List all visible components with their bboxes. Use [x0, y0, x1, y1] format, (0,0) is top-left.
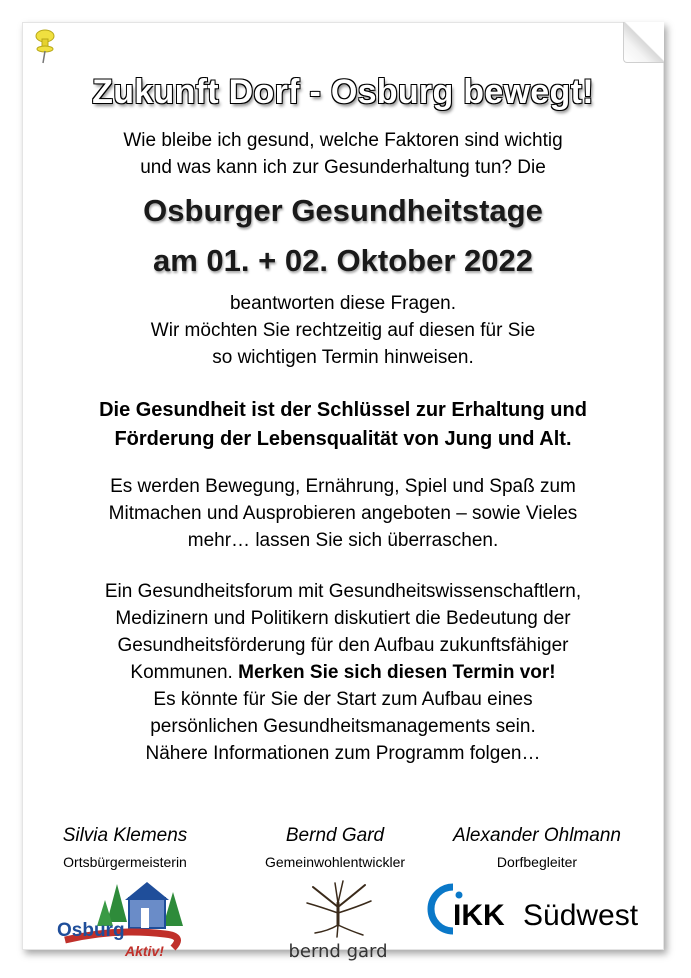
forum-text	[23, 578, 663, 767]
offer-text	[23, 473, 663, 554]
event-title: Osburger Gesundheitstage	[143, 193, 543, 228]
forum-line	[23, 659, 663, 686]
intro-line: Wie bleibe ich gesund, welche Faktoren sind wichtig	[123, 130, 563, 151]
intro-line: und was kann ich zur Gesunderhaltung tun? Die	[140, 157, 546, 178]
answer-line: so wichtigen Termin hinweisen.	[212, 347, 474, 368]
event-date: am 01. + 02. Oktober 2022	[153, 243, 533, 278]
forum-text-span: Kommunen.	[130, 662, 239, 683]
osburg-logo-tag: Aktiv!	[125, 943, 164, 958]
intro-text	[23, 127, 663, 181]
flyer-sheet	[22, 22, 664, 962]
signature-role: Ortsbürgermeisterin	[63, 854, 187, 870]
signature-role: Dorfbegleiter	[496, 854, 578, 870]
tree-of-life-icon	[307, 881, 371, 937]
pushpin-icon	[33, 29, 57, 65]
key-message	[23, 396, 663, 454]
forum-line: Ein Gesundheitsforum mit Gesundheitswissenschaftlern,	[104, 581, 582, 602]
signature-klemens	[25, 823, 225, 875]
forum-highlight: Merken Sie sich diesen Termin vor!	[238, 662, 556, 683]
page-curl	[623, 22, 664, 63]
bernd-gard-logo	[273, 873, 403, 963]
signature-name: Bernd Gard	[285, 825, 385, 846]
answer-line: beantworten diese Fragen.	[229, 293, 457, 314]
answer-text	[23, 290, 663, 371]
offer-line: Mitmachen und Ausprobieren angeboten – sowie Vieles	[108, 503, 578, 524]
offer-line: Es werden Bewegung, Ernährung, Spiel und Spaß zum	[110, 476, 576, 497]
forum-line: Nähere Informationen zum Programm folgen…	[145, 743, 541, 764]
ikk-suedwest-logo	[425, 883, 657, 935]
key-message-line: Förderung der Lebensqualität von Jung und Alt.	[114, 428, 572, 450]
signature-ohlmann	[437, 823, 637, 875]
osburg-logo-name: Osburg	[57, 920, 125, 941]
answer-line: Wir möchten Sie rechtzeitig auf diesen für Sie	[150, 320, 536, 341]
ikk-region-text: Südwest	[523, 899, 639, 932]
offer-line: mehr… lassen Sie sich überraschen.	[187, 530, 499, 551]
forum-line: persönlichen Gesundheitsmanagements sein.	[150, 716, 536, 737]
key-message-line: Die Gesundheit ist der Schlüssel zur Erhaltung und	[99, 399, 587, 421]
forum-line: Gesundheitsförderung für den Aufbau zukunftsfähiger	[117, 635, 569, 656]
signature-role: Gemeinwohlentwickler	[264, 854, 406, 870]
forum-line: Medizinern und Politikern diskutiert die Bedeutung der	[115, 608, 571, 629]
ikk-arc-icon	[431, 887, 453, 931]
signature-name: Alexander Ohlmann	[453, 825, 621, 846]
ikk-brand-text: IKK	[453, 899, 505, 932]
forum-line: Es könnte für Sie der Start zum Aufbau eines	[153, 689, 533, 710]
signature-name: Silvia Klemens	[62, 825, 188, 846]
osburg-aktiv-logo	[55, 878, 195, 958]
bernd-gard-logo-text: bernd gard	[288, 941, 388, 962]
headline: Zukunft Dorf - Osburg bewegt!	[92, 73, 594, 111]
signature-gard	[235, 823, 435, 875]
